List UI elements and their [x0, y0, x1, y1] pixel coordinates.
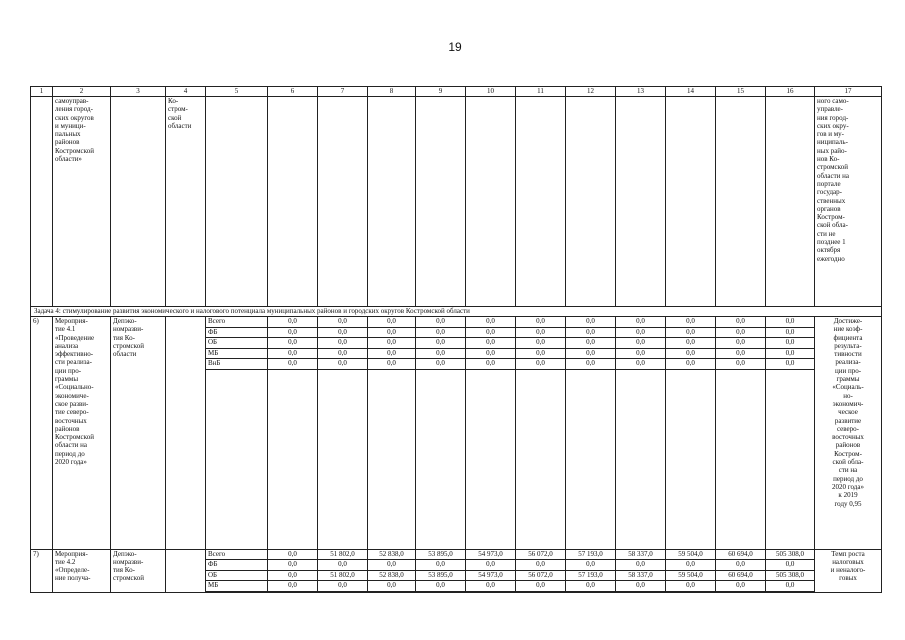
funding-value: 0,0 — [766, 338, 815, 349]
funding-value: 0,0 — [566, 560, 616, 571]
column-number-12: 12 — [566, 87, 616, 97]
continuation-row — [31, 97, 882, 307]
funding-value: 0,0 — [268, 560, 318, 571]
funding-value: 58 337,0 — [616, 570, 666, 581]
funding-value: 0,0 — [616, 359, 666, 370]
funding-value: 54 973,0 — [466, 549, 516, 560]
empty-cell — [466, 369, 516, 549]
funding-value: 0,0 — [318, 338, 368, 349]
empty-cell — [666, 591, 716, 592]
funding-value: 0,0 — [268, 549, 318, 560]
funding-value: 59 504,0 — [666, 570, 716, 581]
funding-value: 0,0 — [516, 348, 566, 359]
funding-value: 0,0 — [268, 338, 318, 349]
row7-funding-row — [31, 549, 882, 560]
funding-value: 57 193,0 — [566, 570, 616, 581]
funding-value: 56 072,0 — [516, 549, 566, 560]
column-number-15: 15 — [716, 87, 766, 97]
cont-cell-4: Ко- стром- ской области — [166, 97, 206, 307]
cont-cell-12 — [566, 97, 616, 307]
empty-cell — [368, 369, 416, 549]
cont-cell-10 — [466, 97, 516, 307]
funding-value: 0,0 — [516, 317, 566, 328]
funding-value: 59 504,0 — [666, 549, 716, 560]
funding-value: 0,0 — [566, 317, 616, 328]
funding-value: 57 193,0 — [566, 549, 616, 560]
funding-value: 0,0 — [666, 317, 716, 328]
funding-value: 0,0 — [766, 560, 815, 571]
funding-value: 0,0 — [516, 560, 566, 571]
column-number-17: 17 — [815, 87, 882, 97]
column-number-16: 16 — [766, 87, 815, 97]
task-4-title: Задача 4: стимулирование развития экономического и налогового потенциала муниципальных районов и городских округов Костромской области — [31, 307, 882, 317]
funding-value: 0,0 — [516, 338, 566, 349]
cont-cell-17: ного само- управле- ния город- ских окру- гов и му- ниципаль- ных райо- нов Ко- стромской области на портале государ- ственных органов Костром- ской обла- сти не позднее 1 октября ежегодно — [815, 97, 882, 307]
funding-value: 0,0 — [466, 560, 516, 571]
cont-cell-16 — [766, 97, 815, 307]
empty-cell — [616, 591, 666, 592]
cont-cell-8 — [368, 97, 416, 307]
funding-value: 0,0 — [466, 348, 516, 359]
column-number-5: 5 — [206, 87, 268, 97]
row7-col4 — [166, 549, 206, 592]
funding-value: 0,0 — [368, 338, 416, 349]
funding-value: 0,0 — [666, 560, 716, 571]
funding-value: 0,0 — [268, 348, 318, 359]
empty-cell — [466, 591, 516, 592]
column-number-13: 13 — [616, 87, 666, 97]
empty-cell — [268, 591, 318, 592]
column-number-14: 14 — [666, 87, 716, 97]
funding-value: 0,0 — [716, 359, 766, 370]
funding-value: 0,0 — [368, 581, 416, 592]
row6-col4 — [166, 317, 206, 550]
funding-value: 0,0 — [566, 359, 616, 370]
funding-value: 0,0 — [566, 327, 616, 338]
column-number-4: 4 — [166, 87, 206, 97]
empty-cell — [416, 591, 466, 592]
funding-value: 0,0 — [766, 348, 815, 359]
funding-value: 0,0 — [766, 581, 815, 592]
row7-col17: Темп роста налоговых и неналого- говых — [815, 549, 882, 592]
funding-value: 0,0 — [616, 317, 666, 328]
column-number-11: 11 — [516, 87, 566, 97]
funding-value: 0,0 — [318, 560, 368, 571]
funding-source-label: ОБ — [206, 338, 268, 349]
funding-value: 0,0 — [516, 327, 566, 338]
funding-value: 56 072,0 — [516, 570, 566, 581]
column-number-2: 2 — [53, 87, 111, 97]
column-number-9: 9 — [416, 87, 466, 97]
funding-value: 0,0 — [318, 317, 368, 328]
funding-value: 505 308,0 — [766, 549, 815, 560]
funding-value: 0,0 — [716, 581, 766, 592]
funding-value: 0,0 — [466, 581, 516, 592]
empty-cell — [766, 591, 815, 592]
funding-value: 60 694,0 — [716, 570, 766, 581]
cont-cell-1 — [31, 97, 53, 307]
funding-source-label: ФБ — [206, 560, 268, 571]
funding-value: 0,0 — [368, 359, 416, 370]
column-number-1: 1 — [31, 87, 53, 97]
empty-cell — [206, 591, 268, 592]
funding-value: 0,0 — [416, 560, 466, 571]
funding-value: 0,0 — [516, 359, 566, 370]
empty-cell — [516, 591, 566, 592]
funding-value: 53 895,0 — [416, 549, 466, 560]
funding-source-label: ФБ — [206, 327, 268, 338]
funding-value: 0,0 — [416, 359, 466, 370]
funding-value: 0,0 — [416, 348, 466, 359]
funding-value: 0,0 — [368, 327, 416, 338]
funding-value: 0,0 — [616, 581, 666, 592]
empty-cell — [268, 369, 318, 549]
row-7-group — [31, 549, 882, 592]
funding-value: 0,0 — [666, 338, 716, 349]
cont-cell-11 — [516, 97, 566, 307]
cont-cell-15 — [716, 97, 766, 307]
cont-cell-3 — [111, 97, 166, 307]
empty-cell — [716, 369, 766, 549]
cont-cell-13 — [616, 97, 666, 307]
funding-value: 0,0 — [318, 327, 368, 338]
funding-value: 0,0 — [616, 560, 666, 571]
row6-num: 6) — [31, 317, 53, 550]
empty-cell — [206, 369, 268, 549]
empty-cell — [616, 369, 666, 549]
funding-value: 0,0 — [766, 359, 815, 370]
column-number-7: 7 — [318, 87, 368, 97]
funding-value: 0,0 — [318, 348, 368, 359]
empty-cell — [766, 369, 815, 549]
funding-value: 0,0 — [368, 560, 416, 571]
funding-value: 51 802,0 — [318, 549, 368, 560]
cont-cell-7 — [318, 97, 368, 307]
funding-value: 0,0 — [268, 570, 318, 581]
funding-value: 58 337,0 — [616, 549, 666, 560]
funding-value: 0,0 — [268, 359, 318, 370]
row6-col3: Депэко- номразви- тия Ко- стромской области — [111, 317, 166, 550]
funding-source-label: ВнБ — [206, 359, 268, 370]
funding-value: 0,0 — [666, 327, 716, 338]
row7-col2: Мероприя- тие 4.2 «Определе- ние получа- — [53, 549, 111, 592]
column-number-3: 3 — [111, 87, 166, 97]
funding-value: 0,0 — [268, 327, 318, 338]
funding-source-label: МБ — [206, 581, 268, 592]
empty-cell — [318, 591, 368, 592]
funding-value: 0,0 — [716, 348, 766, 359]
funding-value: 0,0 — [766, 317, 815, 328]
cont-cell-2: самоуправ- ления город- ских округов и муници- пальных районов Костромской области» — [53, 97, 111, 307]
funding-value: 0,0 — [368, 348, 416, 359]
funding-value: 505 308,0 — [766, 570, 815, 581]
funding-value: 0,0 — [616, 348, 666, 359]
funding-value: 0,0 — [466, 359, 516, 370]
funding-value: 0,0 — [318, 359, 368, 370]
funding-value: 0,0 — [416, 581, 466, 592]
funding-value: 0,0 — [268, 317, 318, 328]
funding-value: 0,0 — [416, 338, 466, 349]
funding-value: 0,0 — [566, 338, 616, 349]
funding-value: 0,0 — [616, 338, 666, 349]
funding-value: 0,0 — [666, 359, 716, 370]
empty-cell — [716, 591, 766, 592]
funding-value: 0,0 — [416, 327, 466, 338]
funding-value: 0,0 — [766, 327, 815, 338]
funding-value: 52 838,0 — [368, 570, 416, 581]
funding-value: 0,0 — [616, 327, 666, 338]
funding-source-label: ОБ — [206, 570, 268, 581]
row6-col17: Достиже- ние коэф- фициента результа- тивности реализа- ции про- граммы «Социаль- но- экономич- ческое развитие северо- восточных районов Костром- ской обла- сти на период до 2020 года» к 2019 году 0,95 — [815, 317, 882, 550]
empty-cell — [318, 369, 368, 549]
column-number-10: 10 — [466, 87, 516, 97]
empty-cell — [368, 591, 416, 592]
funding-value: 0,0 — [318, 581, 368, 592]
column-number-row — [31, 87, 882, 97]
cont-cell-9 — [416, 97, 466, 307]
funding-value: 0,0 — [566, 581, 616, 592]
row6-col2: Мероприя- тие 4.1 «Проведение анализа эффективно- сти реализа- ции про- граммы «Социально- экономиче- ское разви- тие северо- восточных районов Костромской области на период до 2020 года» — [53, 317, 111, 550]
funding-source-label: Всего — [206, 549, 268, 560]
page-number: 19 — [448, 40, 462, 54]
funding-value: 0,0 — [416, 317, 466, 328]
funding-value: 60 694,0 — [716, 549, 766, 560]
task-row — [31, 307, 882, 317]
empty-cell — [566, 591, 616, 592]
funding-value: 51 802,0 — [318, 570, 368, 581]
funding-value: 53 895,0 — [416, 570, 466, 581]
cont-cell-5 — [206, 97, 268, 307]
row-6-group — [31, 317, 882, 550]
funding-value: 0,0 — [716, 327, 766, 338]
row7-col3: Депэко- номразви- тия Ко- стромской — [111, 549, 166, 592]
funding-value: 52 838,0 — [368, 549, 416, 560]
row6-funding-row — [31, 317, 882, 328]
program-table — [30, 86, 882, 593]
column-number-6: 6 — [268, 87, 318, 97]
funding-value: 0,0 — [716, 317, 766, 328]
empty-cell — [566, 369, 616, 549]
column-number-8: 8 — [368, 87, 416, 97]
funding-value: 0,0 — [716, 560, 766, 571]
funding-value: 54 973,0 — [466, 570, 516, 581]
row7-num: 7) — [31, 549, 53, 592]
funding-value: 0,0 — [716, 338, 766, 349]
empty-cell — [516, 369, 566, 549]
empty-cell — [666, 369, 716, 549]
funding-value: 0,0 — [516, 581, 566, 592]
funding-value: 0,0 — [666, 348, 716, 359]
cont-cell-14 — [666, 97, 716, 307]
funding-value: 0,0 — [466, 327, 516, 338]
empty-cell — [416, 369, 466, 549]
funding-value: 0,0 — [268, 581, 318, 592]
funding-value: 0,0 — [466, 317, 516, 328]
funding-value: 0,0 — [666, 581, 716, 592]
funding-value: 0,0 — [466, 338, 516, 349]
funding-source-label: МБ — [206, 348, 268, 359]
funding-value: 0,0 — [368, 317, 416, 328]
funding-value: 0,0 — [566, 348, 616, 359]
cont-cell-6 — [268, 97, 318, 307]
funding-source-label: Всего — [206, 317, 268, 328]
